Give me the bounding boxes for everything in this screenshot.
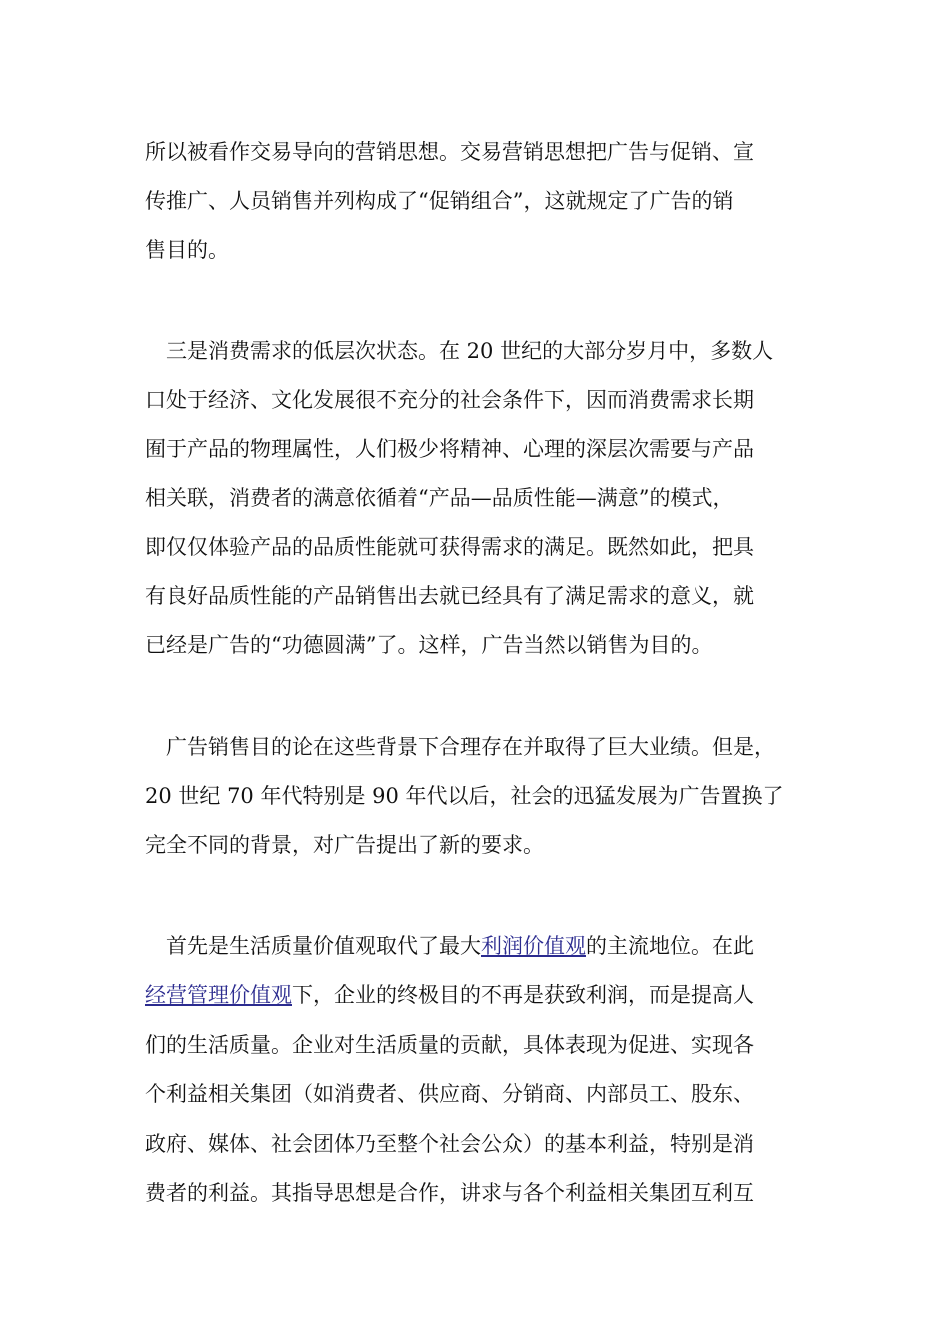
text-line: 相关联，消费者的满意依循着“产品—品质性能—满意”的模式，	[145, 486, 734, 510]
text-line: 售目的。	[145, 238, 229, 262]
text-line: 费者的利益。其指导思想是合作，讲求与各个利益相关集团互利互	[145, 1181, 754, 1205]
text-line: 广告销售目的论在这些背景下合理存在并取得了巨大业绩。但是，	[166, 735, 775, 759]
text-line	[145, 981, 825, 1009]
text-line: 们的生活质量。企业对生活质量的贡献，具体表现为促进、实现各	[145, 1033, 754, 1057]
text-segment: 下，企业的终极目的不再是获致利润，而是提高人	[292, 983, 754, 1007]
text-line: 传推广、人员销售并列构成了“促销组合”，这就规定了广告的销	[145, 189, 734, 213]
text-line: 个利益相关集团（如消费者、供应商、分销商、内部员工、股东、	[145, 1082, 754, 1106]
text-line: 三是消费需求的低层次状态。在 20 世纪的大部分岁月中，多数人	[166, 339, 774, 363]
text-line: 已经是广告的“功德圆满”了。这样，广告当然以销售为目的。	[145, 633, 713, 657]
text-line: 20 世纪 70 年代特别是 90 年代以后，社会的迅猛发展为广告置换了	[145, 784, 784, 808]
text-line: 有良好品质性能的产品销售出去就已经具有了满足需求的意义，就	[145, 584, 754, 608]
text-line: 所以被看作交易导向的营销思想。交易营销思想把广告与促销、宣	[145, 140, 754, 164]
text-line	[166, 932, 826, 960]
text-line: 口处于经济、文化发展很不充分的社会条件下，因而消费需求长期	[145, 388, 754, 412]
text-segment: 首先是生活质量价值观取代了最大	[166, 934, 481, 958]
text-line: 政府、媒体、社会团体乃至整个社会公众）的基本利益，特别是消	[145, 1132, 754, 1156]
link-management-values[interactable]: 经营管理价值观	[145, 983, 292, 1007]
text-segment: 的主流地位。在此	[586, 934, 754, 958]
text-line: 完全不同的背景，对广告提出了新的要求。	[145, 833, 544, 857]
link-profit-values[interactable]: 利润价值观	[481, 934, 586, 958]
text-line: 即仅仅体验产品的品质性能就可获得需求的满足。既然如此，把具	[145, 535, 754, 559]
text-line: 囿于产品的物理属性，人们极少将精神、心理的深层次需要与产品	[145, 437, 754, 461]
